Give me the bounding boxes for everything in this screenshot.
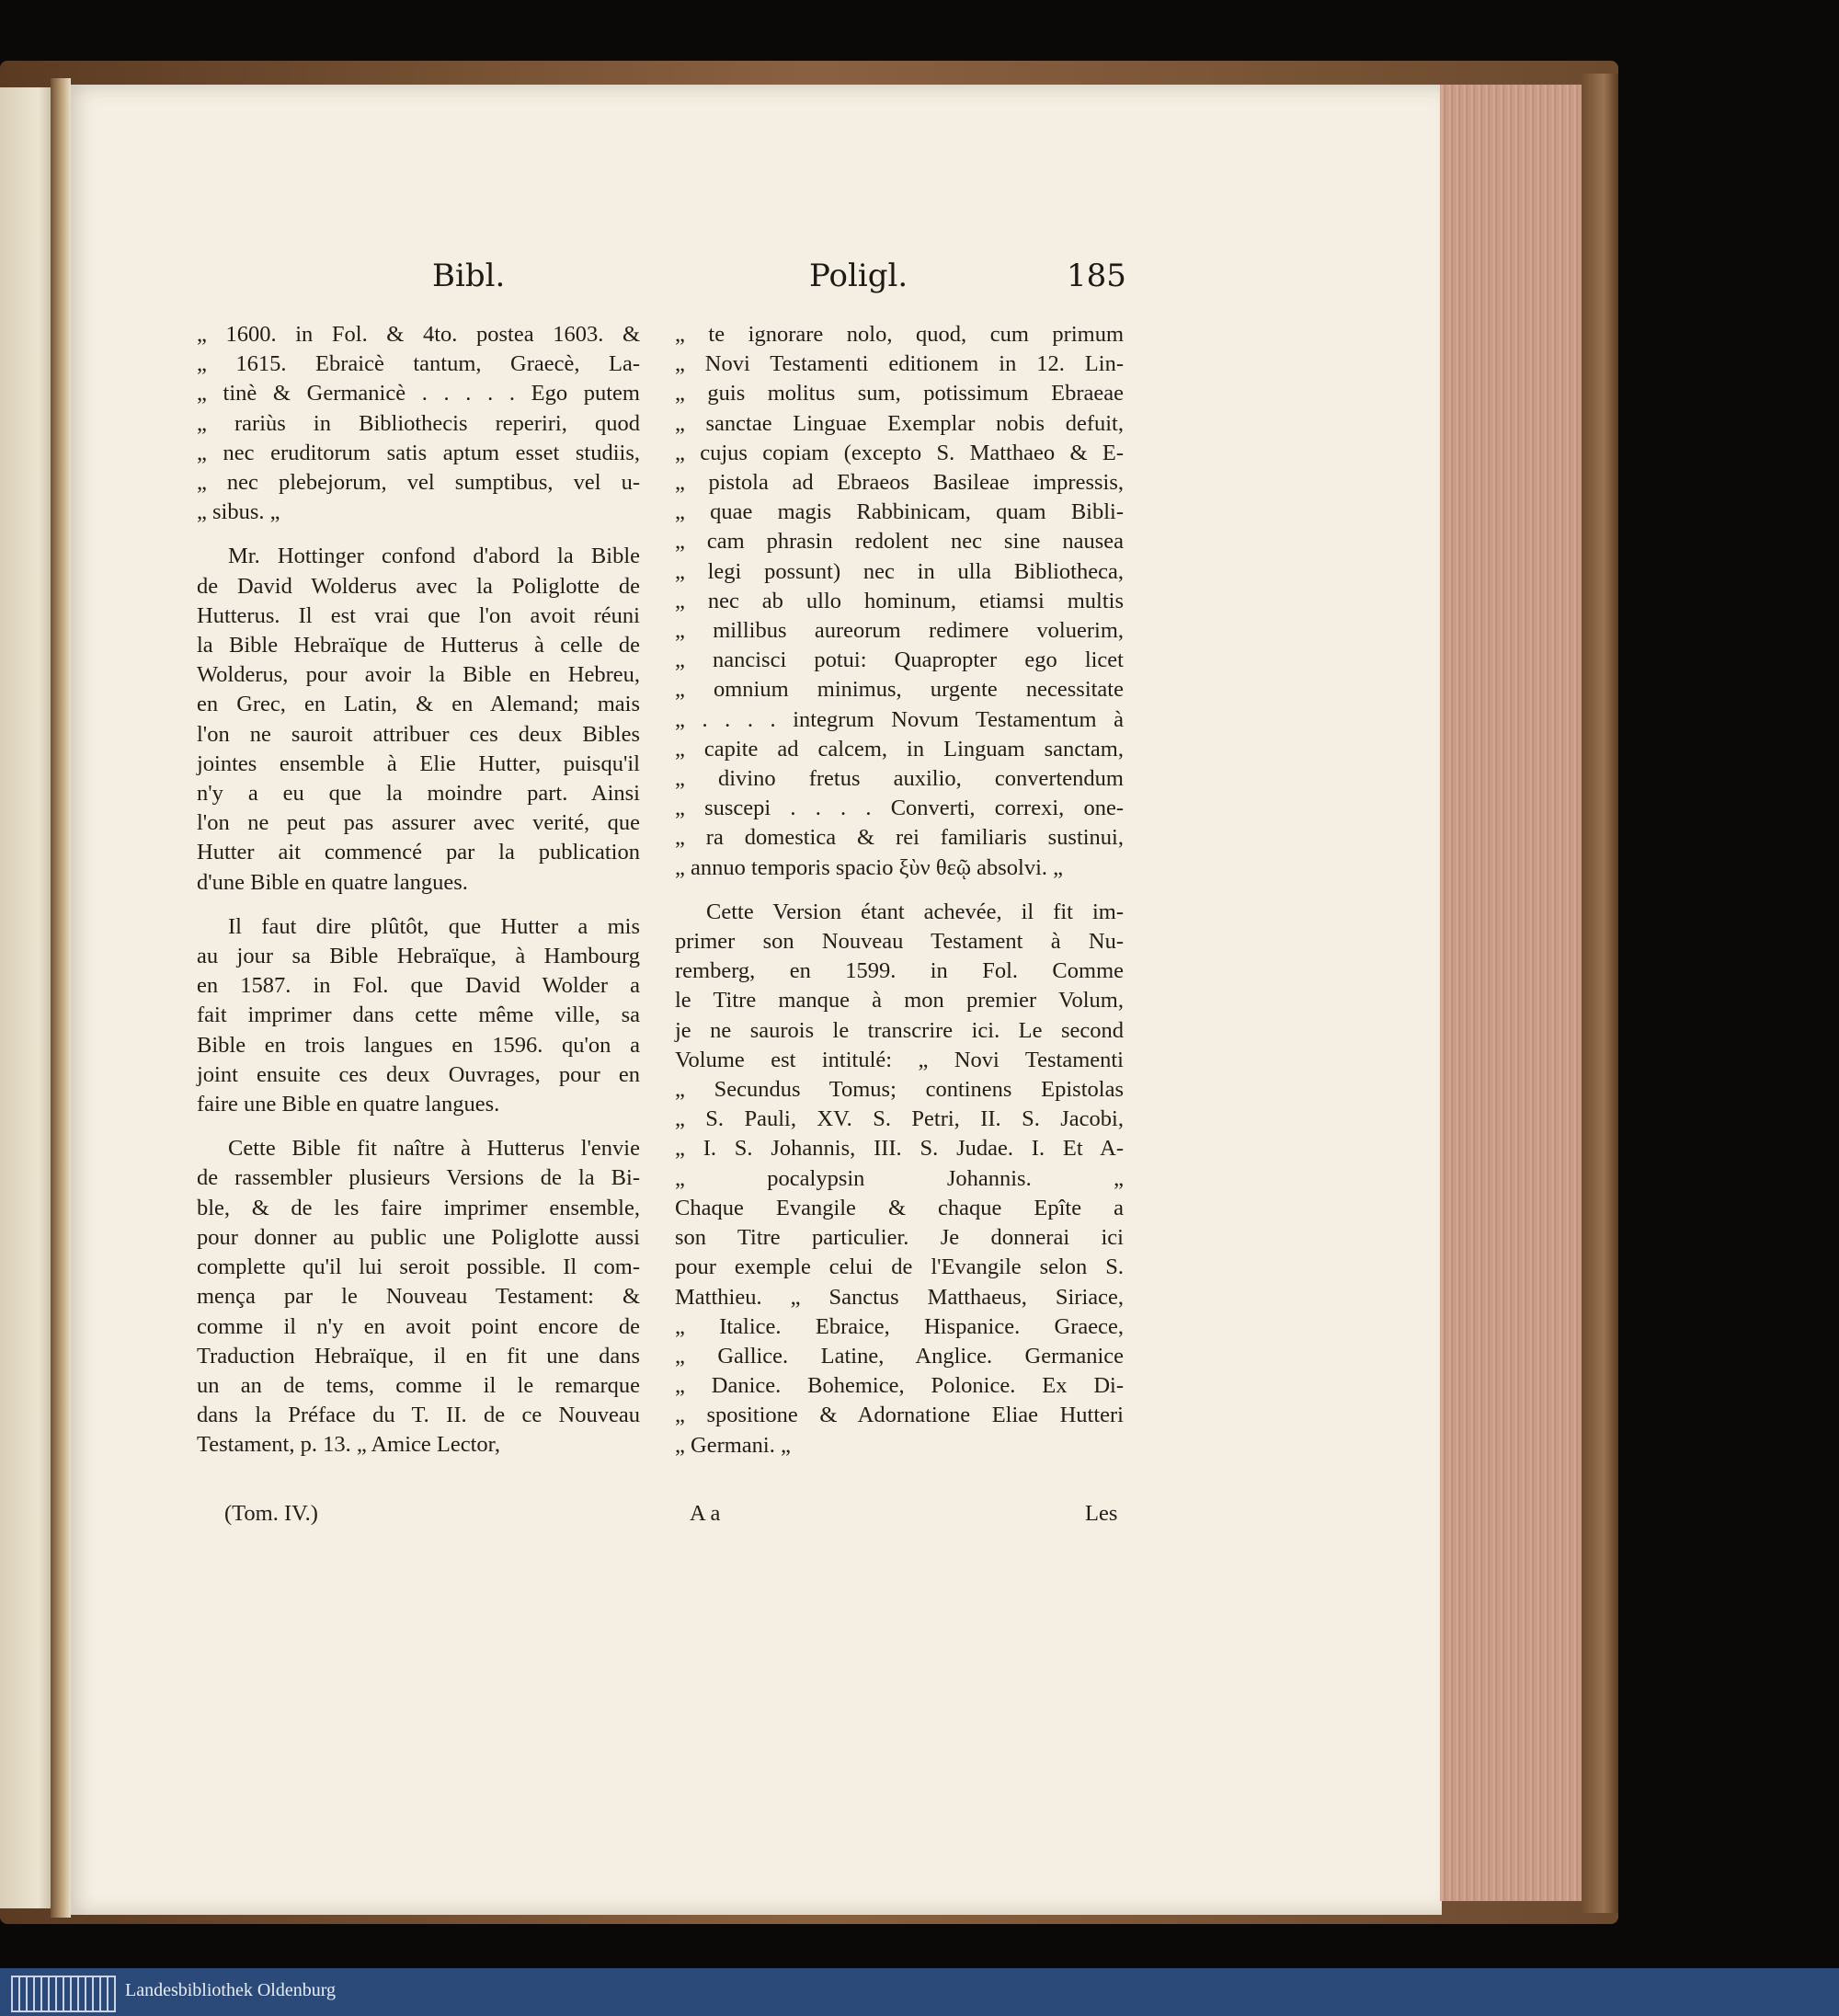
text-line: Bible en trois langues en 1596. qu'on a [197,1032,640,1058]
text-line: d'une Bible en quatre langues. [197,869,468,895]
text-line: „ Secundus Tomus; continens Epistolas [675,1077,1124,1103]
header-left: Bibl. [432,258,506,294]
text-line: „ spositione & Adornatione Eliae Hutteri [675,1403,1124,1428]
text-line: „ guis molitus sum, potissimum Ebraeae [675,381,1124,407]
paragraph-gap [197,527,640,542]
text-line: „ annuo temporis spacio ξὺν θεῷ absolvi. „ [675,854,1064,880]
text-line: „ capite ad calcem, in Linguam sanctam, [675,736,1124,762]
text-line: Traduction Hebraïque, il en fit une dans [197,1343,640,1369]
left-page-edge [0,87,55,1908]
text-line: primer son Nouveau Testament à Nu- [675,929,1124,955]
text-line: l'on ne sauroit attribuer ces deux Bibles [197,721,640,747]
text-line: „ Novi Testamenti editionem in 12. Lin- [675,351,1124,377]
text-line: joint ensuite ces deux Ouvrages, pour en [197,1061,640,1087]
text-line: le Titre manque à mon premier Volum, [675,988,1124,1014]
text-line: „ millibus aureorum redimere voluerim, [675,618,1124,644]
text-line: son Titre particulier. Je donnerai ici [675,1225,1124,1251]
text-line: Cette Bible fit naître à Hutterus l'envie [228,1136,640,1162]
text-line: l'on ne peut pas assurer avec verité, que [197,810,640,836]
text-line: au jour sa Bible Hebraïque, à Hambourg [197,944,640,969]
text-line: Hutter ait commencé par la publication [197,840,640,865]
text-line: „ Italice. Ebraice, Hispanice. Graece, [675,1313,1124,1339]
text-line: „ legi possunt) nec in ulla Bibliotheca, [675,558,1124,584]
text-line: „ te ignorare nolo, quod, cum primum [675,322,1124,347]
text-line: „ nec ab ullo hominum, etiamsi multis [675,588,1124,613]
text-line: la Bible Hebraïque de Hutterus à celle de [197,633,640,659]
running-header [0,258,1839,304]
text-line: „ pistola ad Ebraeos Basileae impressis, [675,470,1124,496]
text-line: „ nec plebejorum, vel sumptibus, vel u- [197,470,640,496]
text-line: „ cam phrasin redolent nec sine nausea [675,529,1124,555]
header-middle: Poligl. [809,258,908,294]
text-line: complette qu'il lui seroit possible. Il com- [197,1254,640,1280]
text-line: „ Germani. „ [675,1432,791,1458]
text-line: „ sibus. „ [197,499,280,525]
right-text-column [675,320,1124,1460]
catchword: Les [1085,1501,1118,1526]
text-line: remberg, en 1599. in Fol. Comme [675,958,1124,984]
text-line: „ divino fretus auxilio, convertendum [675,766,1124,792]
text-line: „ nancisci potui: Quapropter ego licet [675,647,1124,673]
text-line: „ S. Pauli, XV. S. Petri, II. S. Jacobi, [675,1106,1124,1132]
text-line: „ Danice. Bohemice, Polonice. Ex Di- [675,1373,1124,1399]
text-line: n'y a eu que la moindre part. Ainsi [197,781,640,807]
text-line: Wolderus, pour avoir la Bible en Hebreu, [197,662,640,688]
text-line: „ ra domestica & rei familiaris sustinui, [675,825,1124,851]
page-stack-edge [1440,85,1587,1901]
signature-mark: A a [690,1501,721,1526]
text-line: un an de tems, comme il le remarque [197,1372,640,1398]
text-line: de David Wolderus avec la Poliglotte de [197,573,640,599]
text-line: Il faut dire plûtôt, que Hutter a mis [228,913,640,939]
text-line: „ tinè & Germanicè . . . . . Ego putem [197,381,640,407]
text-line: „ rariùs in Bibliothecis reperiri, quod [197,410,640,436]
text-line: je ne saurois le transcrire ici. Le second [675,1017,1124,1043]
book-gutter [51,78,71,1918]
text-line: ble, & de les faire imprimer ensemble, [197,1195,640,1220]
library-name: Landesbibliothek Oldenburg [125,1980,337,2000]
text-line: Volume est intitulé: „ Novi Testamenti [675,1047,1124,1072]
text-line: „ . . . . integrum Novum Testamentum à [675,706,1124,732]
text-line: comme il n'y en avoit point encore de [197,1313,640,1339]
text-line: pour exemple celui de l'Evangile selon S. [675,1254,1124,1280]
paragraph-gap [675,883,1124,898]
text-line: fait imprimer dans cette même ville, sa [197,1002,640,1028]
library-logo-icon [11,1976,116,2012]
paragraph-gap [197,898,640,912]
text-line: „ I. S. Johannis, III. S. Judae. I. Et A- [675,1136,1124,1162]
text-line: Hutterus. Il est vrai que l'on avoit réuni [197,602,640,628]
text-line: „ suscepi . . . . Converti, correxi, one- [675,796,1124,821]
cover-edge [1582,74,1618,1913]
text-line: Mr. Hottinger confond d'abord la Bible [228,544,640,569]
text-line: en Grec, en Latin, & en Alemand; mais [197,692,640,717]
left-text-column [197,320,640,1460]
text-line: „ 1600. in Fol. & 4to. postea 1603. & [197,322,640,347]
text-line: pour donner au public une Poliglotte aussi [197,1224,640,1250]
paragraph-gap [197,1119,640,1134]
text-line: de rassembler plusieurs Versions de la Bi- [197,1165,640,1191]
text-line: Testament, p. 13. „ Amice Lector, [197,1432,500,1458]
text-line: faire une Bible en quatre langues. [197,1092,500,1117]
text-line: „ 1615. Ebraicè tantum, Graecè, La- [197,351,640,377]
text-line: Cette Version étant achevée, il fit im- [706,899,1124,924]
text-line: jointes ensemble à Elie Hutter, puisqu'il [197,750,640,776]
library-banner [0,1968,1839,2016]
text-line: „ omnium minimus, urgente necessitate [675,677,1124,703]
text-line: „ sanctae Linguae Exemplar nobis defuit, [675,410,1124,436]
text-line: Matthieu. „ Sanctus Matthaeus, Siriace, [675,1284,1124,1310]
page-number: 185 [1067,258,1126,294]
text-line: „ Gallice. Latine, Anglice. Germanice [675,1343,1124,1369]
text-line: „ pocalypsin Johannis. „ [675,1165,1124,1191]
text-line: mença par le Nouveau Testament: & [197,1284,640,1310]
text-line: „ nec eruditorum satis aptum esset studiis, [197,440,640,465]
text-line: „ quae magis Rabbinicam, quam Bibli- [675,499,1124,525]
volume-mark: (Tom. IV.) [224,1501,318,1526]
text-line: Chaque Evangile & chaque Epîte a [675,1195,1124,1220]
text-line: dans la Préface du T. II. de ce Nouveau [197,1403,640,1428]
text-line: „ cujus copiam (excepto S. Matthaeo & E- [675,440,1124,465]
text-line: en 1587. in Fol. que David Wolder a [197,973,640,999]
